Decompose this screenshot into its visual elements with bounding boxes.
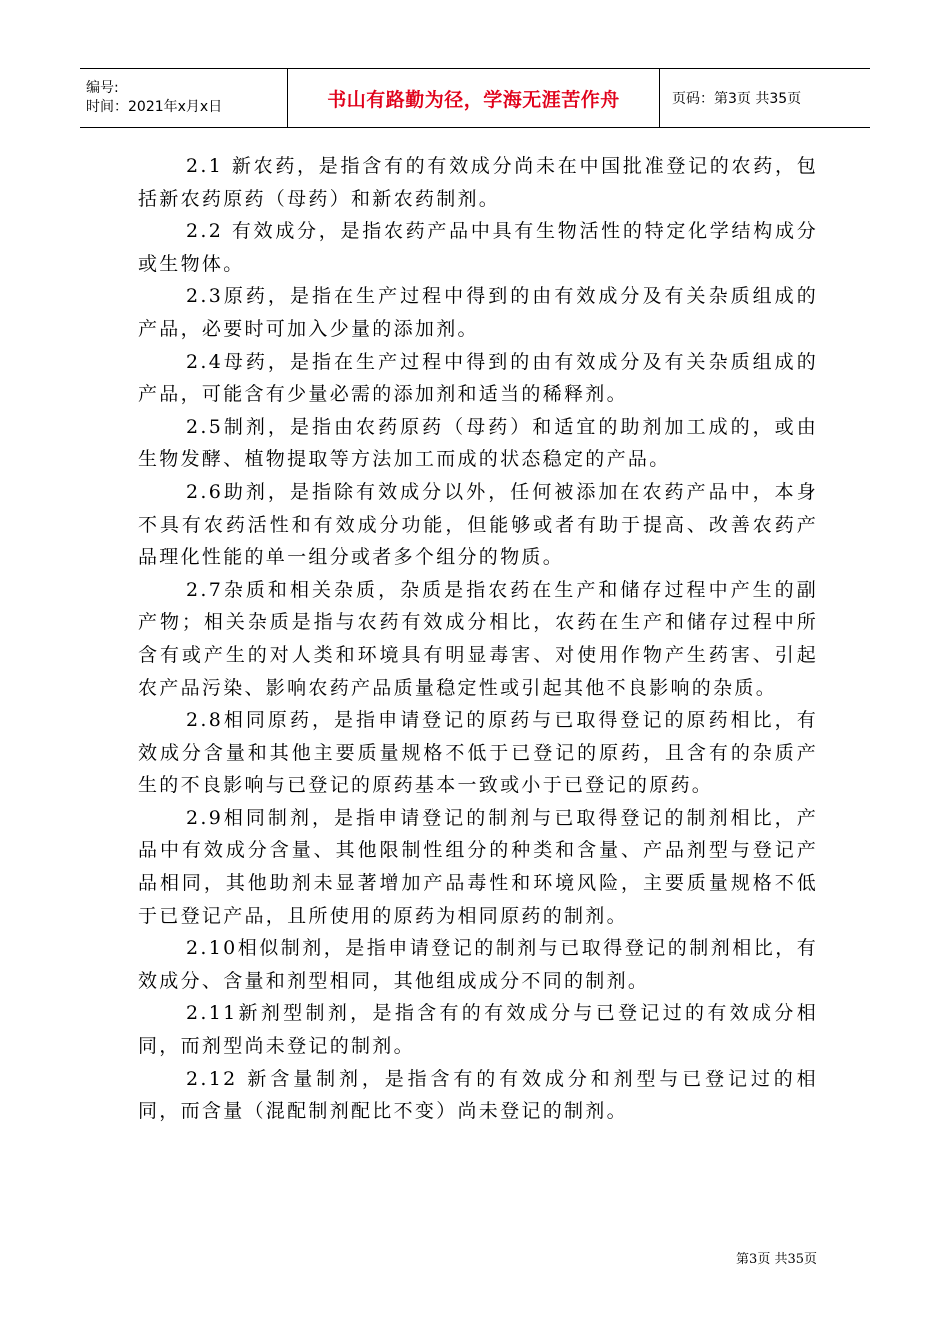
page-header <box>80 68 870 128</box>
paragraph-2-10: 2.10相似制剂，是指申请登记的制剂与已取得登记的制剂相比，有效成分、含量和剂型相同，其他组成成分不同的制剂。 <box>138 937 818 992</box>
paragraph-2-6: 2.6助剂，是指除有效成分以外，任何被添加在农药产品中，本身不具有农药活性和有效成分功能，但能够或者有助于提高、改善农药产品理化性能的单一组分或者多个组分的物质。 <box>138 480 818 569</box>
paragraph-2-7: 2.7杂质和相关杂质，杂质是指农药在生产和储存过程中产生的副产物；相关杂质是指与农药有效成分相比，农药在生产和储存过程中所含有或产生的对人类和环境具有明显毒害、对使用作物产生药害、引起农产品污染、影响农药产品质量稳定性或引起其他不良影响的杂质。 <box>138 578 818 699</box>
paragraph-2-12: 2.12 新含量制剂，是指含有的有效成分和剂型与已登记过的相同，而含量（混配制剂配比不变）尚未登记的制剂。 <box>138 1067 818 1123</box>
paragraph-2-3: 2.3原药，是指在生产过程中得到的由有效成分及有关杂质组成的产品，必要时可加入少量的添加剂。 <box>138 285 818 340</box>
header-motto: 书山有路勤为径，学海无涯苦作舟 <box>288 69 660 128</box>
page-footer: 第3页 共35页 <box>736 1252 817 1267</box>
header-meta <box>80 69 288 128</box>
header-page-number: 页码：第3页 共35页 <box>660 69 871 128</box>
paragraph-2-2: 2.2 有效成分，是指农药产品中具有生物活性的特定化学结构成分或生物体。 <box>138 220 818 275</box>
paragraph-2-11: 2.11新剂型制剂，是指含有的有效成分与已登记过的有效成分相同，而剂型尚未登记的制剂。 <box>138 1002 818 1058</box>
paragraph-2-9: 2.9相同制剂，是指申请登记的制剂与已取得登记的制剂相比，产品中有效成分含量、其他限制性组分的种类和含量、产品剂型与登记产品相同，其他助剂未显著增加产品毒性和环境风险，主要质量规格不低于已登记产品，且所使用的原药为相同原药的制剂。 <box>138 806 818 927</box>
document-number-label: 编号: <box>86 80 119 96</box>
document-body <box>138 150 818 1128</box>
paragraph-2-4: 2.4母药，是指在生产过程中得到的由有效成分及有关杂质组成的产品，可能含有少量必需的添加剂和适当的稀释剂。 <box>138 350 818 406</box>
paragraph-2-1: 2.1 新农药，是指含有的有效成分尚未在中国批准登记的农药，包括新农药原药（母药）和新农药制剂。 <box>138 155 818 210</box>
paragraph-2-8: 2.8相同原药，是指申请登记的原药与已取得登记的原药相比，有效成分含量和其他主要质量规格不低于已登记的原药，且含有的杂质产生的不良影响与已登记的原药基本一致或小于已登记的原药。 <box>138 709 818 797</box>
document-date: 时间：2021年x月x日 <box>86 99 223 115</box>
paragraph-2-5: 2.5制剂，是指由农药原药（母药）和适宜的助剂加工成的，或由生物发酵、植物提取等方法加工而成的状态稳定的产品。 <box>138 415 818 471</box>
